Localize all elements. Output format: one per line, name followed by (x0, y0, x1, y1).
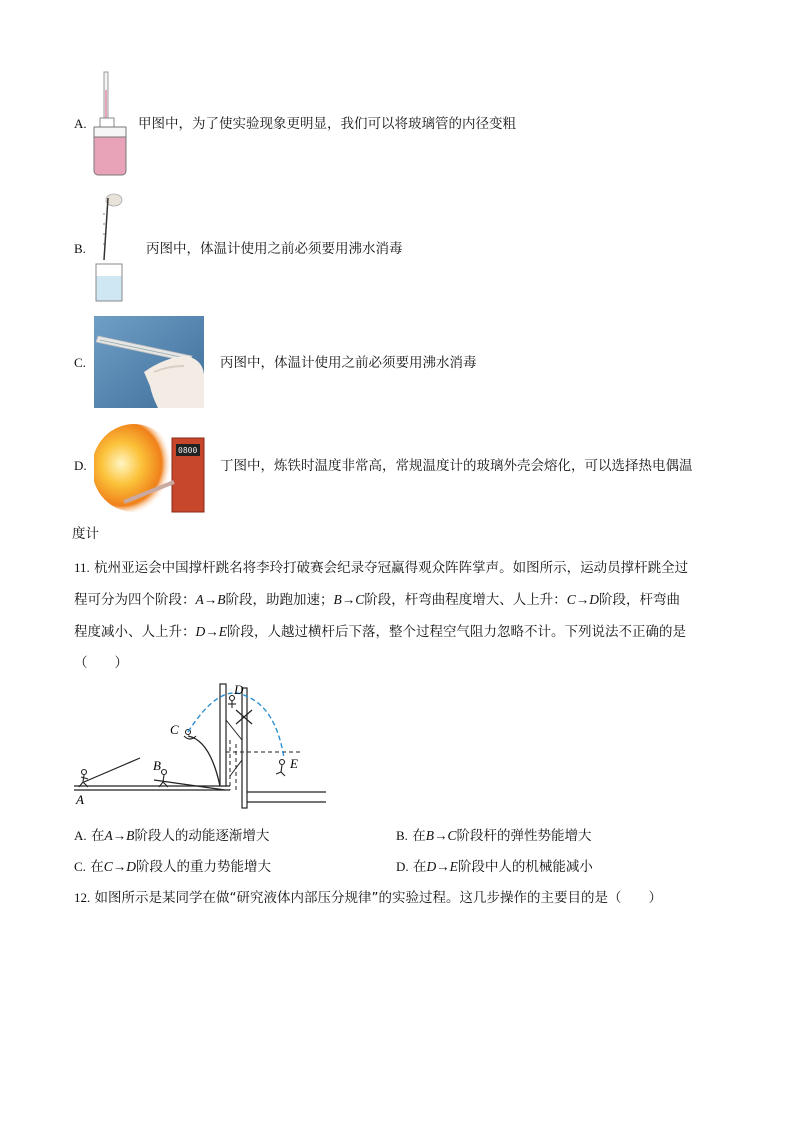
option-d-label: D. (74, 458, 87, 473)
trajectory-dashed (188, 693, 284, 758)
upright-left (220, 684, 226, 786)
figure-e (276, 760, 285, 777)
option-b-label: B. (74, 241, 86, 256)
figure-a (79, 770, 88, 788)
q11-option-a: A. 在A→B阶段人的动能逐渐增大 (74, 828, 270, 844)
option-a-label: A. (74, 116, 87, 131)
pole-b (154, 780, 225, 790)
thermocouple-furnace-photo (94, 422, 206, 514)
beaker-thermometer-illustration (92, 190, 132, 302)
option-b-text: 丙图中，体温计使用之前必须要用沸水消毒 (146, 241, 403, 257)
question-12-stem: 12. 如图所示是某同学在做“研究液体内部压分规律”的实验过程。这几步操作的主要目的是（ ） (74, 890, 663, 906)
point-b-label: B (153, 758, 161, 773)
option-c-text: 丙图中，体温计使用之前必须要用沸水消毒 (220, 355, 477, 371)
q11-option-d: D. 在D→E阶段中人的机械能减小 (396, 859, 593, 875)
pole-c (188, 736, 220, 786)
question-11-number: 11. (74, 560, 90, 575)
question-11-stem: 11. 杭州亚运会中国撑杆跳名将李玲打破赛会纪录夺冠赢得观众阵阵掌声。如图所示，运动员撑杆跳全过 程可分为四个阶段：A→B阶段，助跑加速；B→C阶段，杆弯曲程度增大、人上升：C→D阶段，杆弯曲 程度减小、人上升：D→E阶段，人越过横杆后下落，整个过程空气阻力忽略不计。下列说法不正确的是 （ ） (74, 560, 689, 671)
q11-option-b: B. 在B→C阶段杆的弹性势能增大 (396, 828, 592, 844)
flask-tube-illustration (92, 70, 132, 178)
answer-bracket: （ ） (74, 655, 128, 671)
pole-start (84, 758, 140, 782)
q11-option-c: C. 在C→D阶段人的重力势能增大 (74, 859, 271, 875)
pole-vault-diagram (70, 680, 340, 812)
option-c-label: C. (74, 355, 86, 370)
clinical-thermometer-photo (94, 316, 204, 408)
point-a-label: A (76, 792, 84, 807)
option-d-continuation: 度计 (72, 526, 99, 542)
point-c-label: C (170, 722, 179, 737)
point-e-label: E (290, 756, 298, 771)
figure-d (228, 696, 236, 709)
figure-c (184, 730, 196, 740)
option-d-text: 丁图中，炼铁时温度非常高，常规温度计的玻璃外壳会熔化，可以选择热电偶温 (220, 458, 693, 474)
option-a-text: 甲图中，为了使实验现象更明显，我们可以将玻璃管的内径变粗 (138, 116, 516, 132)
upright-right (242, 688, 247, 808)
thermocouple-readout: 0800 (178, 446, 198, 455)
question-12-number: 12. (74, 890, 91, 905)
point-d-label: D (234, 682, 244, 697)
